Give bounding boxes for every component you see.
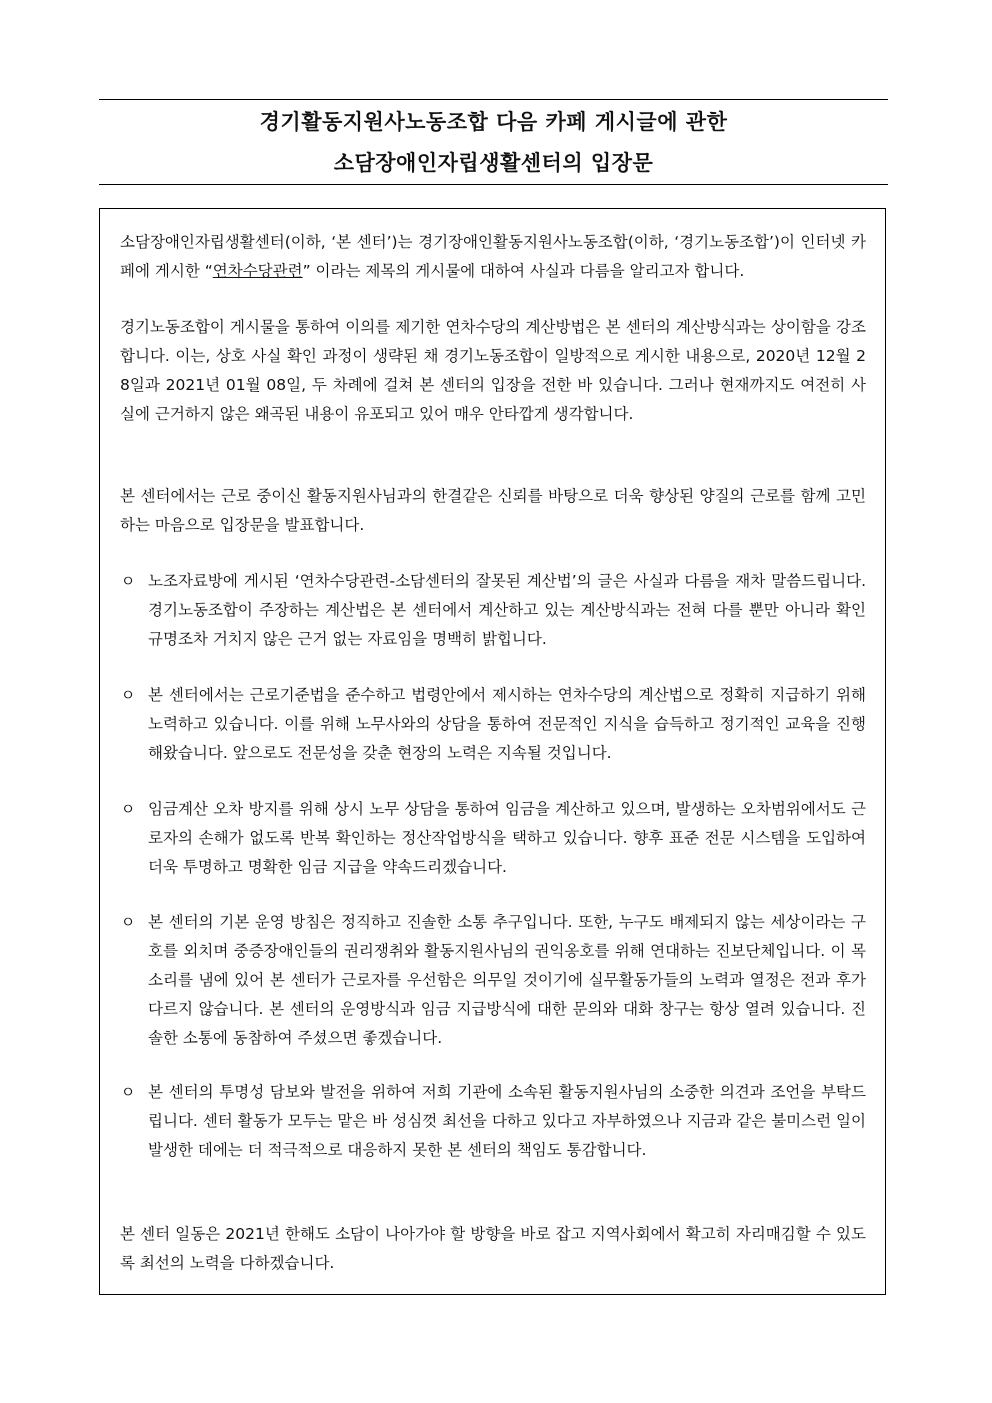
- list-item: [120, 908, 866, 1053]
- post-title-underlined: 연차수당관련: [212, 262, 303, 280]
- list-item-text: 노조자료방에 게시된 ‘연차수당관련-소담센터의 잘못된 계산법’의 글은 사실과 다름을 재차 말씀드립니다. 경기노동조합이 주장하는 계산법은 본 센터에서 계산하고 있는 계산방식과는 전혀 다를 뿐만 아니라 확인 규명조차 거치지 않은 근거 없는 자료임을 명백히 밝힙니다.: [148, 572, 866, 648]
- bullet-circle-icon: ㅇ: [120, 1083, 136, 1101]
- intro-paragraph: [120, 228, 866, 286]
- list-item-text: 본 센터의 기본 운영 방침은 정직하고 진솔한 소통 추구입니다. 또한, 누구도 배제되지 않는 세상이라는 구호를 외치며 중증장애인들의 권리쟁취와 활동지원사님의 권익옹호를 위해 연대하는 진보단체입니다. 이 목소리를 냄에 있어 본 센터가 근로자를 우선함은 의무일 것이기에 실무활동가들의 노력과 열정은 전과 후가 다르지 않습니다. 본 센터의 운영방식과 임금 지급방식에 대한 문의와 대화 창구는 항상 열려 있습니다. 진솔한 소통에 동참하여 주셨으면 좋겠습니다.: [148, 913, 866, 1047]
- list-item: [120, 1078, 866, 1165]
- list-item-text: 본 센터에서는 근로기준법을 준수하고 법령안에서 제시하는 연차수당의 계산법으로 정확히 지급하기 위해 노력하고 있습니다. 이를 위해 노무사와의 상담을 통하여 전문적인 지식을 습득하고 정기적인 교육을 진행해왔습니다. 앞으로도 전문성을 갖춘 현장의 노력은 지속될 것입니다.: [148, 686, 866, 762]
- list-item: [120, 567, 866, 654]
- intro-text-start: 소담장애인자립생활센터(이하, ‘본 센터’)는 경기장애인활동지원사노동조합(이하, ‘경기노동조합’)이 인터넷 카페에 게시한 “: [120, 233, 866, 280]
- intro-text-end: ” 이라는 제목의 게시물에 대하여 사실과 다름을 알리고자 합니다.: [302, 262, 745, 280]
- bullet-circle-icon: ㅇ: [120, 800, 136, 818]
- page-title-line-2: 소담장애인자립생활센터의 입장문: [333, 151, 654, 175]
- title-top-rule: [99, 99, 888, 100]
- bullet-circle-icon: ㅇ: [120, 913, 136, 931]
- list-item-text: 임금계산 오차 방지를 위해 상시 노무 상담을 통하여 임금을 계산하고 있으며, 발생하는 오차범위에서도 근로자의 손해가 없도록 반복 확인하는 정산작업방식을 택하고 있습니다. 향후 표준 전문 시스템을 도입하여 더욱 투명하고 명확한 임금 지급을 약속드리겠습니다.: [148, 800, 866, 876]
- closing-paragraph: 본 센터 일동은 2021년 한해도 소담이 나아가야 할 방향을 바로 잡고 지역사회에서 확고히 자리매김할 수 있도록 최선의 노력을 다하겠습니다.: [120, 1225, 866, 1272]
- list-item: [120, 795, 866, 882]
- paragraph-dispute: 경기노동조합이 게시물을 통하여 이의를 제기한 연차수당의 계산방법은 본 센터의 계산방식과는 상이함을 강조합니다. 이는, 상호 사실 확인 과정이 생략된 채 경기노동조합이 일방적으로 게시한 내용으로, 2020년 12월 28일과 2021년 01월 08일, 두 차례에 걸쳐 본 센터의 입장을 전한 바 있습니다. 그러나 현재까지도 여전히 사실에 근거하지 않은 왜곡된 내용이 유포되고 있어 매우 안타깝게 생각합니다.: [120, 318, 866, 423]
- page-title-line-1: 경기활동지원사노동조합 다음 카페 게시글에 관한: [259, 110, 728, 134]
- list-item: [120, 681, 866, 768]
- paragraph-announcement: 본 센터에서는 근로 중이신 활동지원사님과의 한결같은 신뢰를 바탕으로 더욱 향상된 양질의 근로를 함께 고민하는 마음으로 입장문을 발표합니다.: [120, 487, 866, 534]
- title-bottom-rule: [99, 184, 888, 185]
- list-item-text: 본 센터의 투명성 담보와 발전을 위하여 저희 기관에 소속된 활동지원사님의 소중한 의견과 조언을 부탁드립니다. 센터 활동가 모두는 맡은 바 성심껏 최선을 다하고 있다고 자부하였으나 지금과 같은 불미스런 일이 발생한 데에는 더 적극적으로 대응하지 못한 본 센터의 책임도 통감합니다.: [148, 1083, 866, 1159]
- bullet-circle-icon: ㅇ: [120, 572, 136, 590]
- bullet-circle-icon: ㅇ: [120, 686, 136, 704]
